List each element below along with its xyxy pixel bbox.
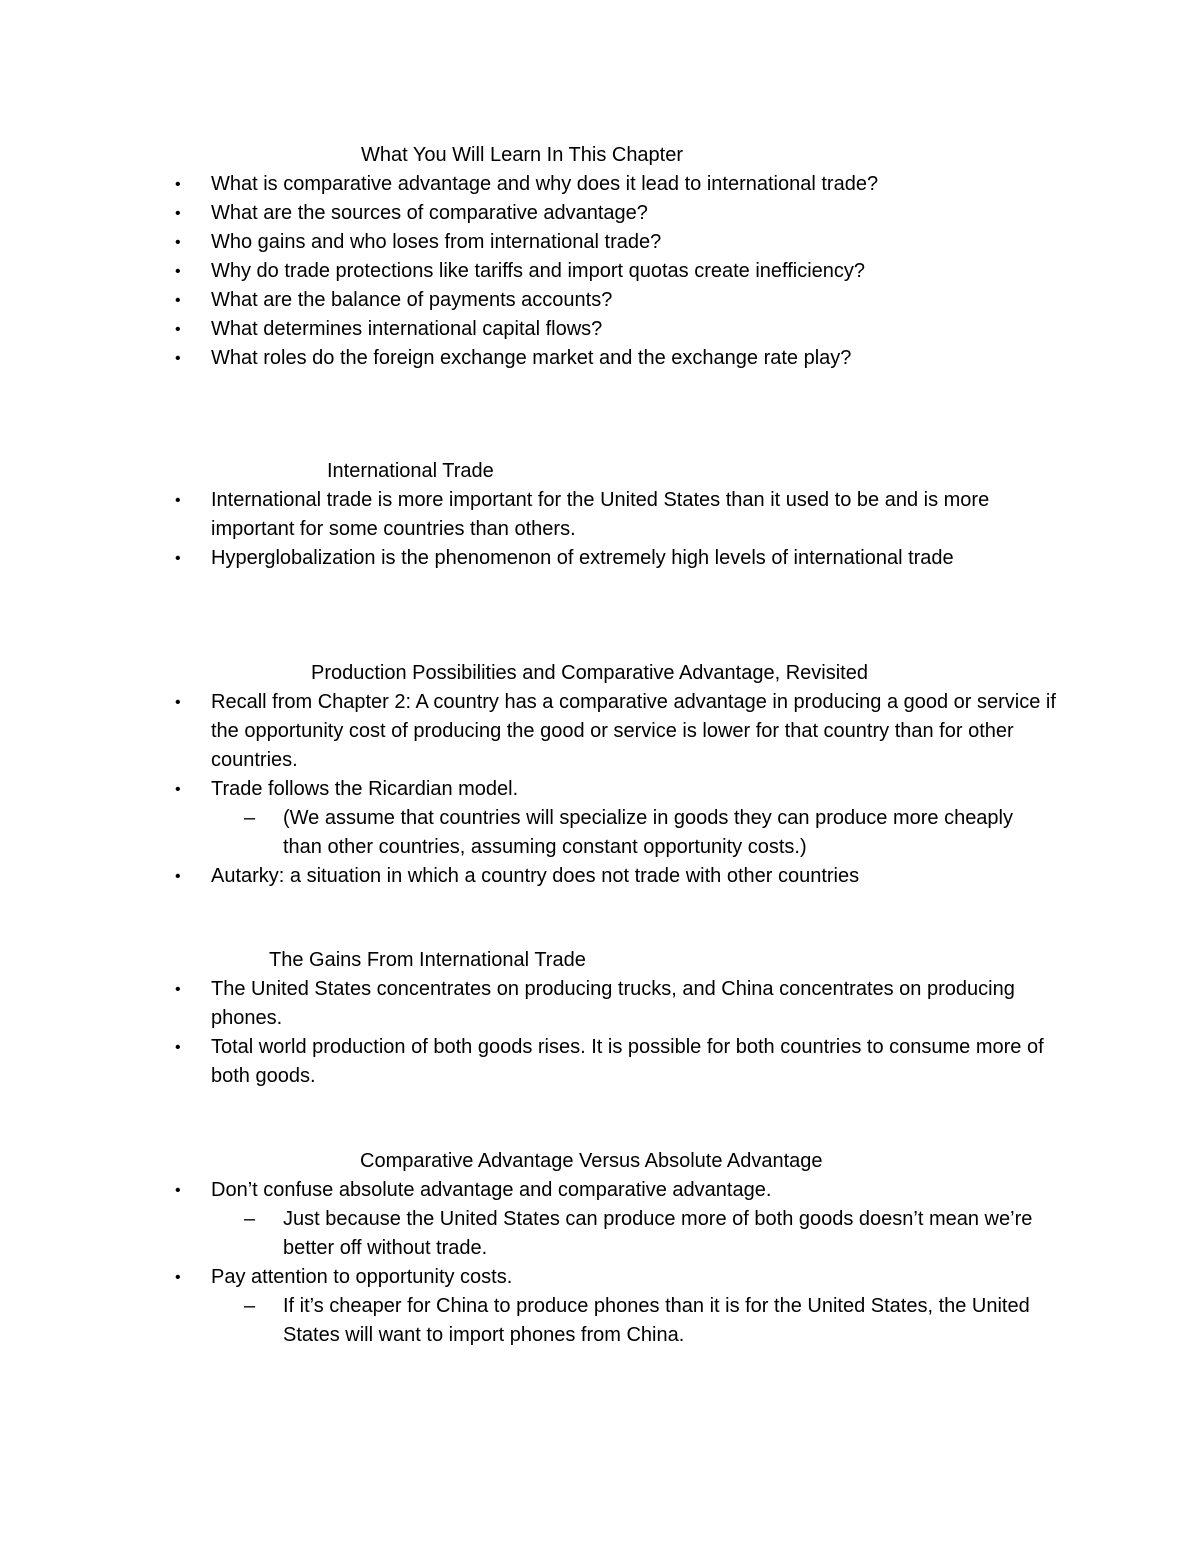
list-item bbox=[0, 228, 1061, 257]
list-item bbox=[0, 975, 1061, 1033]
list-item bbox=[0, 544, 1061, 573]
dash-marker: – bbox=[244, 1208, 256, 1230]
list-item-text: Why do trade protections like tariffs and import quotas create inefficiency? bbox=[211, 260, 866, 282]
section-heading: International Trade bbox=[327, 460, 494, 482]
bullet-marker: • bbox=[175, 981, 181, 998]
list-item bbox=[0, 688, 1061, 775]
list-item bbox=[0, 1033, 1061, 1091]
bullet-marker: • bbox=[175, 234, 181, 251]
list-item-text: Don’t confuse absolute advantage and comparative advantage. bbox=[211, 1179, 772, 1201]
list-item-text: Trade follows the Ricardian model. bbox=[211, 778, 519, 800]
list-subitem bbox=[0, 804, 1043, 862]
bullet-marker: • bbox=[175, 350, 181, 367]
bullet-marker: • bbox=[175, 781, 181, 798]
list-item-text: Who gains and who loses from international trade? bbox=[211, 231, 662, 253]
list-item bbox=[0, 1263, 1061, 1292]
section-heading: Comparative Advantage Versus Absolute Advantage bbox=[360, 1150, 823, 1172]
list-item bbox=[0, 170, 1061, 199]
bullet-marker: • bbox=[175, 292, 181, 309]
list-item-text: What roles do the foreign exchange market and the exchange rate play? bbox=[211, 347, 852, 369]
list-subitem bbox=[0, 1292, 1043, 1350]
list-item bbox=[0, 286, 1061, 315]
section-learning-goals bbox=[0, 141, 1200, 373]
list-item bbox=[0, 775, 1061, 804]
list-item-text: Just because the United States can produce more of both goods doesn’t mean we’re better off without trade. bbox=[283, 1208, 1033, 1259]
list-item-text: Autarky: a situation in which a country does not trade with other countries bbox=[211, 865, 860, 887]
list-item-text: What determines international capital flows? bbox=[211, 318, 603, 340]
list-item bbox=[0, 315, 1061, 344]
list-item-text: Recall from Chapter 2: A country has a comparative advantage in producing a good or service if the opportunity cost of producing the good or service is lower for that country than for other countries. bbox=[211, 691, 1056, 771]
bullet-marker: • bbox=[175, 1269, 181, 1286]
section-heading: The Gains From International Trade bbox=[269, 949, 586, 971]
list-item-text: Pay attention to opportunity costs. bbox=[211, 1266, 513, 1288]
list-item bbox=[0, 344, 1061, 373]
bullet-marker: • bbox=[175, 205, 181, 222]
section-gains-from-trade bbox=[0, 946, 1200, 1091]
list-item-text: What are the sources of comparative advantage? bbox=[211, 202, 648, 224]
list-item bbox=[0, 862, 1061, 891]
section-international-trade bbox=[0, 457, 1200, 573]
section-heading: What You Will Learn In This Chapter bbox=[361, 144, 684, 166]
list-item-text: What is comparative advantage and why does it lead to international trade? bbox=[211, 173, 879, 195]
list-item-text: International trade is more important for the United States than it used to be and is more important for some countries than others. bbox=[211, 489, 990, 540]
list-subitem bbox=[0, 1205, 1043, 1263]
bullet-marker: • bbox=[175, 868, 181, 885]
section-heading: Production Possibilities and Comparative Advantage, Revisited bbox=[311, 662, 868, 684]
list-item-text: Total world production of both goods rises. It is possible for both countries to consume more of both goods. bbox=[211, 1036, 1044, 1087]
list-item bbox=[0, 1176, 1061, 1205]
bullet-marker: • bbox=[175, 694, 181, 711]
list-item bbox=[0, 486, 1061, 544]
bullet-marker: • bbox=[175, 176, 181, 193]
section-production-possibilities bbox=[0, 659, 1200, 891]
section-comparative-vs-absolute bbox=[0, 1147, 1200, 1350]
bullet-marker: • bbox=[175, 1039, 181, 1056]
bullet-marker: • bbox=[175, 263, 181, 280]
list-item-text: If it’s cheaper for China to produce phones than it is for the United States, the United States will want to import phones from China. bbox=[283, 1295, 1030, 1346]
list-item-text: (We assume that countries will specialize in goods they can produce more cheaply than other countries, assuming constant opportunity costs.) bbox=[283, 807, 1013, 858]
list-item-text: The United States concentrates on producing trucks, and China concentrates on producing phones. bbox=[211, 978, 1015, 1029]
list-item-text: Hyperglobalization is the phenomenon of extremely high levels of international trade bbox=[211, 547, 954, 569]
dash-marker: – bbox=[244, 807, 256, 829]
bullet-marker: • bbox=[175, 321, 181, 338]
list-item bbox=[0, 199, 1061, 228]
bullet-marker: • bbox=[175, 492, 181, 509]
list-item bbox=[0, 257, 1061, 286]
dash-marker: – bbox=[244, 1295, 256, 1317]
bullet-marker: • bbox=[175, 550, 181, 567]
bullet-marker: • bbox=[175, 1182, 181, 1199]
list-item-text: What are the balance of payments accounts? bbox=[211, 289, 613, 311]
